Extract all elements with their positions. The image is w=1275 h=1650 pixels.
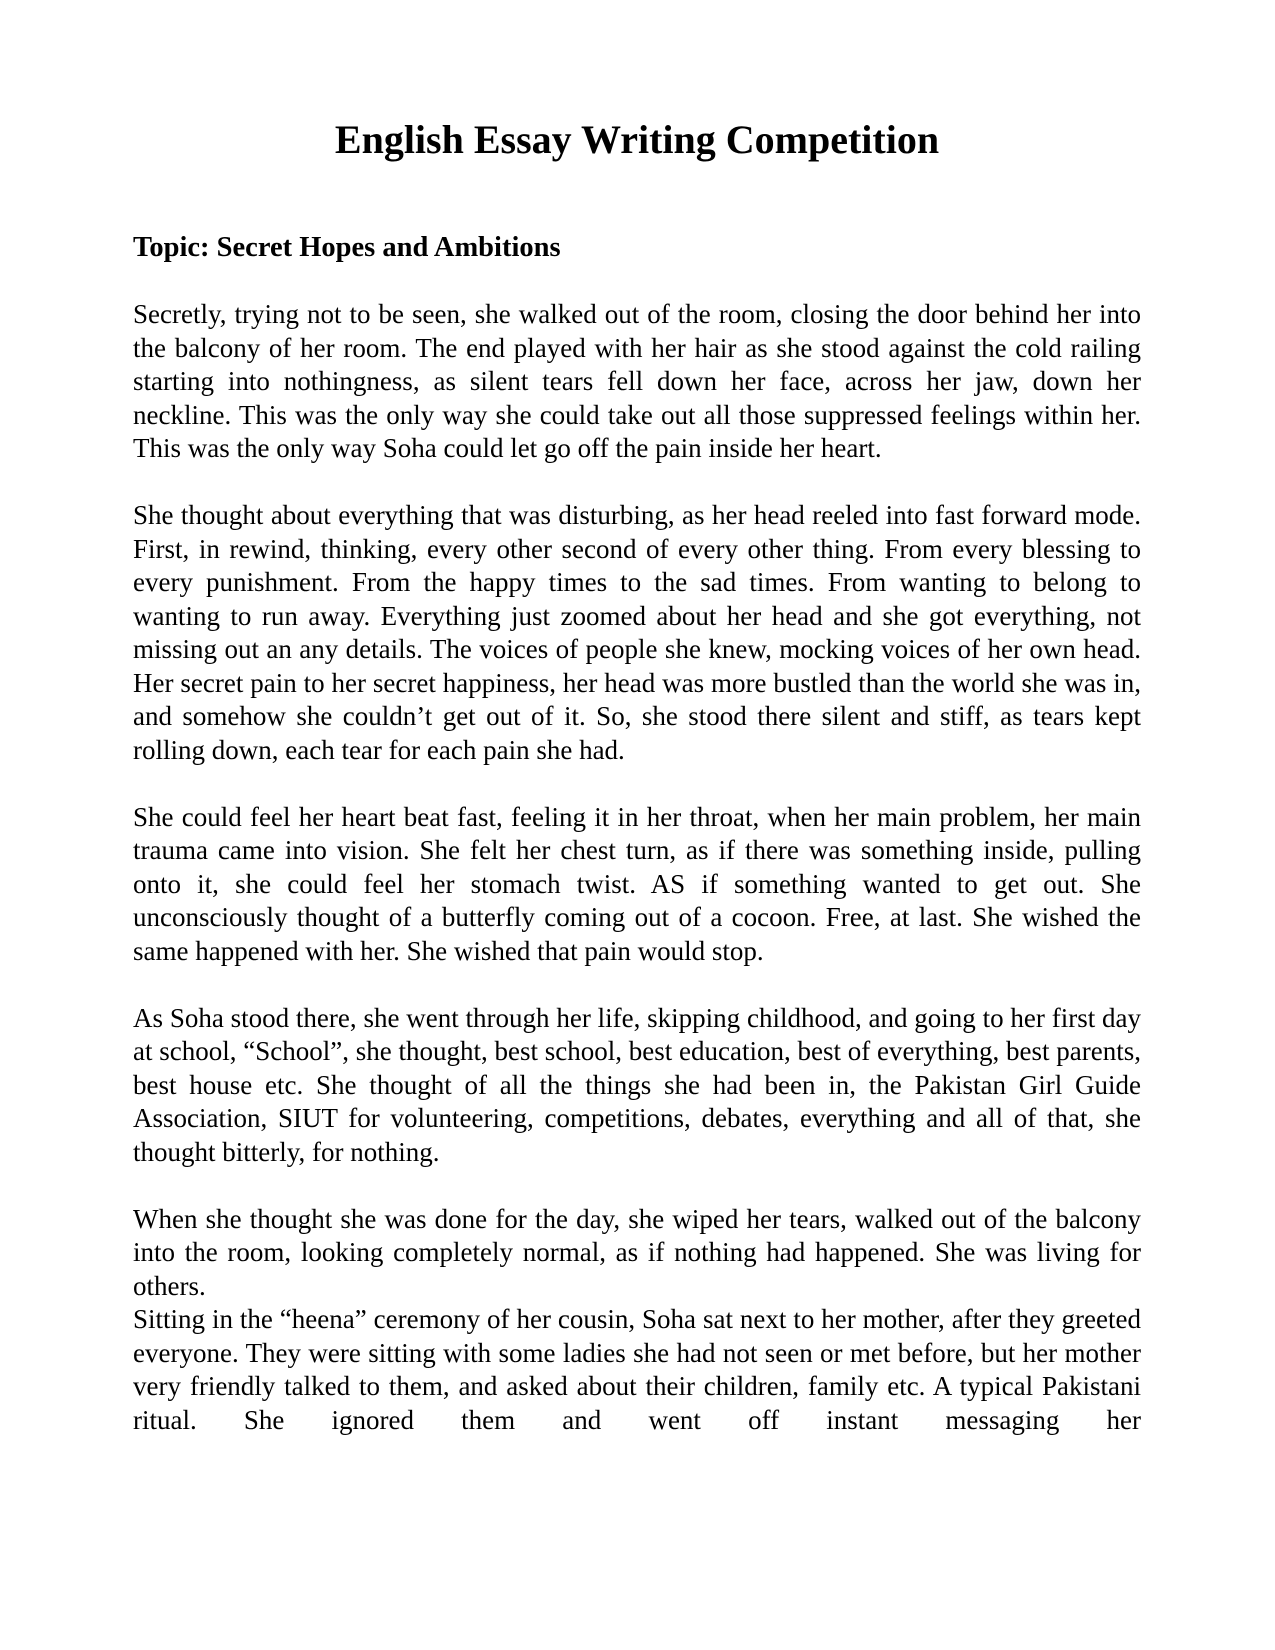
essay-topic: Topic: Secret Hopes and Ambitions xyxy=(133,232,561,263)
essay-body xyxy=(133,298,1141,1471)
paragraph-1: Secretly, trying not to be seen, she walked out of the room, closing the door behind her into the balcony of her room. The end played with her hair as she stood against the cold railing starting into nothingness, as silent tears fell down her face, across her jaw, down her neckline. This was the only way she could take out all those suppressed feelings within her. This was the only way Soha could let go off the pain inside her heart. xyxy=(133,299,1141,463)
paragraph-3: She could feel her heart beat fast, feeling it in her throat, when her main problem, her main trauma came into vision. She felt her chest turn, as if there was something inside, pulling onto it, she could feel her stomach twist. AS if something wanted to get out. She unconsciously thought of a butterfly coming out of a cocoon. Free, at last. She wished the same happened with her. She wished that pain would stop. xyxy=(133,801,1141,966)
paragraph-5: When she thought she was done for the day, she wiped her tears, walked out of the balcony into the room, looking completely normal, as if nothing had happened. She was living for others. xyxy=(133,1203,1141,1301)
paragraph-4: As Soha stood there, she went through her life, skipping childhood, and going to her first day at school, “School”, she thought, best school, best education, best of everything, best parents, best house etc. She thought of all the things she had been in, the Pakistan Girl Guide Association, SIUT for volunteering, competitions, debates, everything and all of that, she thought bitterly, for nothing. xyxy=(133,1002,1141,1167)
document-page xyxy=(133,0,1141,1650)
paragraph-2: She thought about everything that was disturbing, as her head reeled into fast forward mode. First, in rewind, thinking, every other second of every other thing. From every blessing to every punishment. From the happy times to the sad times. From wanting to belong to wanting to run away. Everything just zoomed about her head and she got everything, not missing out an any details. The voices of people she knew, mocking voices of her own head. Her secret pain to her secret happiness, her head was more bustled than the world she was in, and somehow she couldn’t get out of it. So, she stood there silent and stiff, as tears kept rolling down, each tear for each pain she had. xyxy=(133,500,1141,765)
document-title: English Essay Writing Competition xyxy=(334,117,940,162)
paragraph-6: Sitting in the “heena” ceremony of her cousin, Soha sat next to her mother, after they greeted everyone. They were sitting with some ladies she had not seen or met before, but her mother very friendly talked to them, and asked about their children, family etc. A typical Pakistani ritual. She ignored them and went off instant messaging her xyxy=(133,1304,1141,1435)
